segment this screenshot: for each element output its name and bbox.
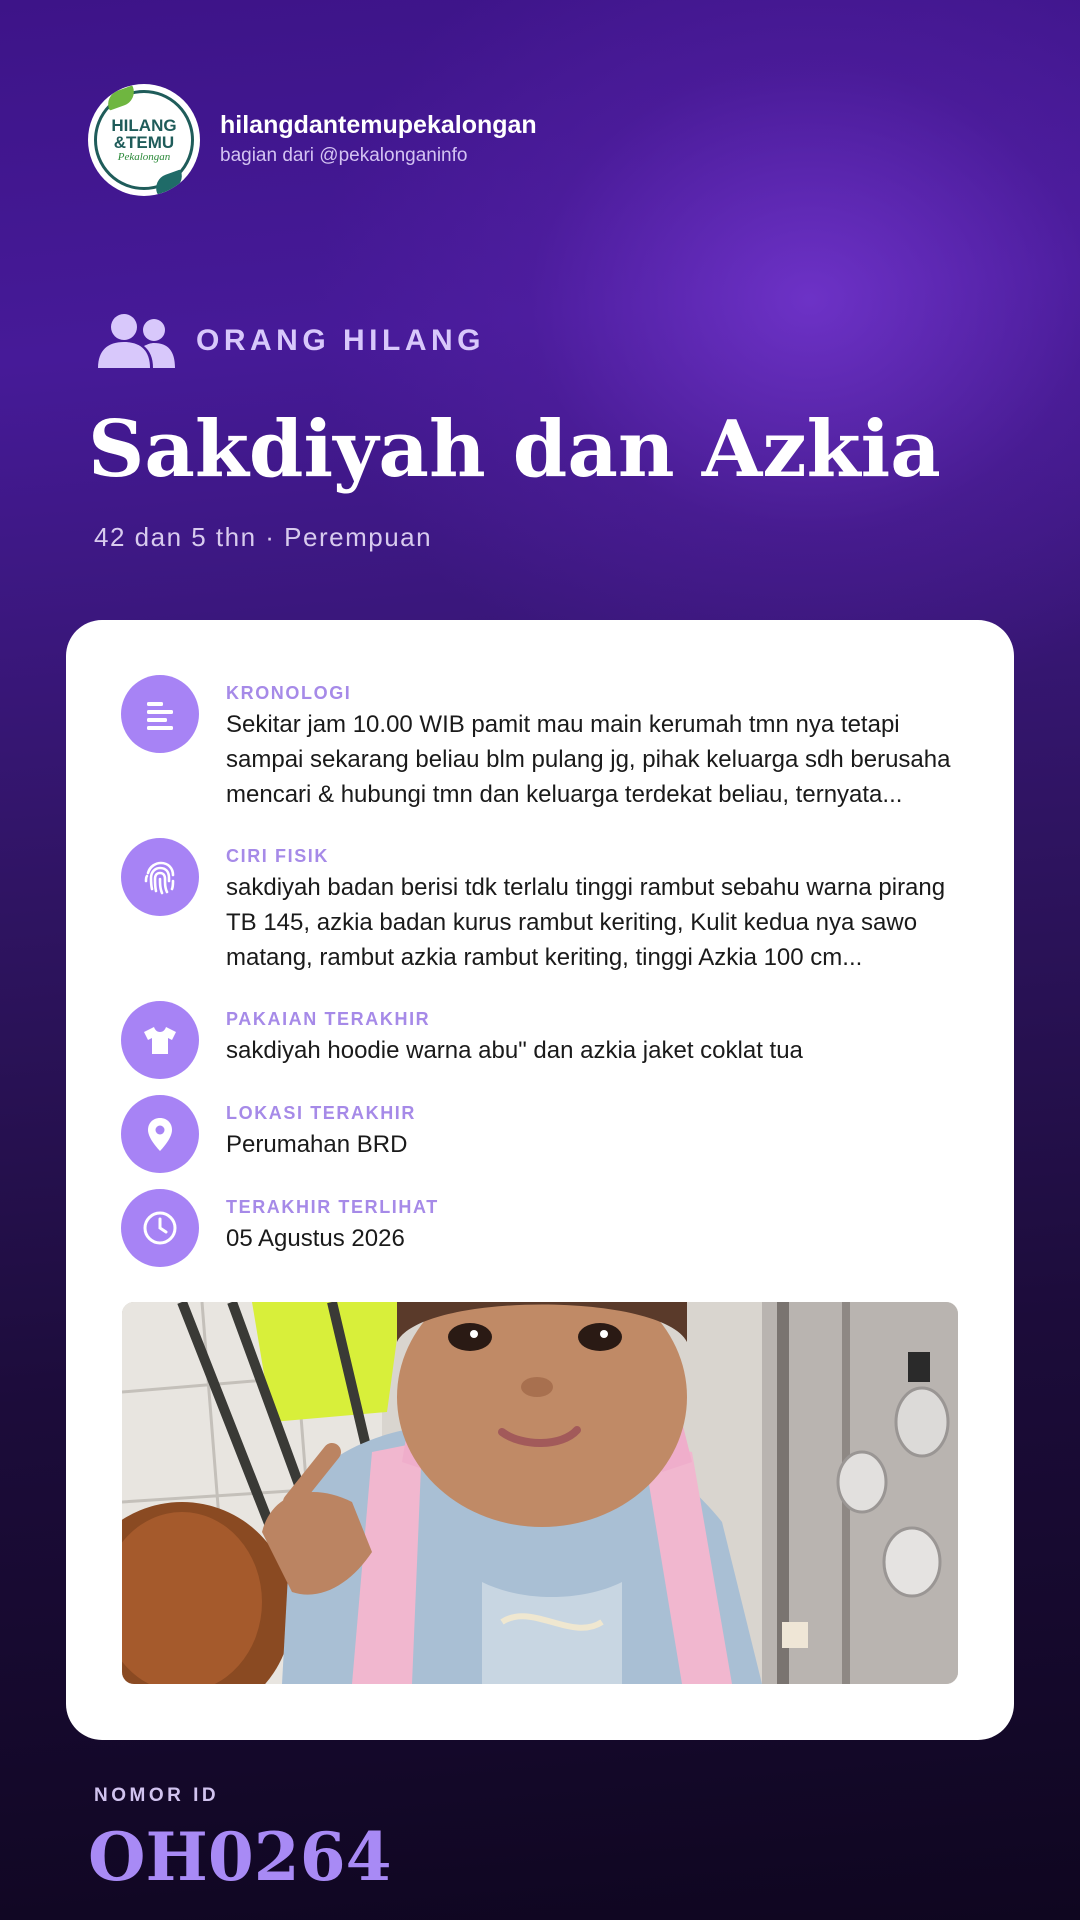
fingerprint-icon [121,838,199,916]
id-number: OH0264 [88,1818,392,1896]
detail-row-ciri-fisik [121,838,966,975]
account-logo[interactable] [88,84,200,196]
logo-text-line1: HILANG [111,115,177,135]
missing-person-photo[interactable] [122,1302,958,1684]
detail-label: TERAKHIR TERLIHAT [226,1197,439,1217]
detail-text: 05 Agustus 2026 [226,1225,405,1252]
account-info [220,109,537,171]
detail-text: sakdiyah badan berisi tdk terlalu tinggi rambut sebahu warna pirang TB 145, azkia badan kurus rambut keriting, Kulit kedua nya sawo matang, rambut azkia rambut keriting, tinggi Azkia 100 cm... [226,874,946,971]
logo-wordmark [111,117,176,164]
detail-label: LOKASI TERAKHIR [226,1103,416,1123]
logo-text-line2: &TEMU [113,132,175,152]
account-subtitle: bagian dari @pekalonganinfo [220,145,468,166]
detail-label: PAKAIAN TERAKHIR [226,1009,431,1029]
id-label: NOMOR ID [94,1785,220,1806]
detail-row-lokasi [121,1095,966,1173]
clock-icon [121,1189,199,1267]
category-row [96,312,485,370]
logo-script: Pekalongan [117,150,171,163]
detail-text: Sekitar jam 10.00 WIB pamit mau main kerumah tmn nya tetapi sampai sekarang beliau blm pulang jg, pihak keluarga sdh berusaha mencari & hubungi tmn dan keluarga terdekat beliau, ternyata... [226,711,951,808]
account-name[interactable]: hilangdantemupekalongan [220,111,537,139]
details-card [66,620,1014,1740]
category-label: ORANG HILANG [196,324,485,357]
page-title: Sakdiyah dan Azkia [88,404,941,495]
detail-label: KRONOLOGI [226,683,352,703]
text-lines-icon [121,675,199,753]
tshirt-icon [121,1001,199,1079]
photo-illustration [122,1302,958,1684]
people-icon [96,312,176,370]
detail-row-terakhir-terlihat [121,1189,966,1267]
detail-label: CIRI FISIK [226,846,330,866]
person-subtitle: 42 dan 5 thn · Perempuan [94,522,433,552]
location-pin-icon [121,1095,199,1173]
account-header [88,84,537,196]
detail-row-pakaian [121,1001,966,1079]
detail-text: Perumahan BRD [226,1131,408,1158]
detail-row-kronologi [121,675,966,812]
detail-text: sakdiyah hoodie warna abu" dan azkia jaket coklat tua [226,1037,803,1064]
